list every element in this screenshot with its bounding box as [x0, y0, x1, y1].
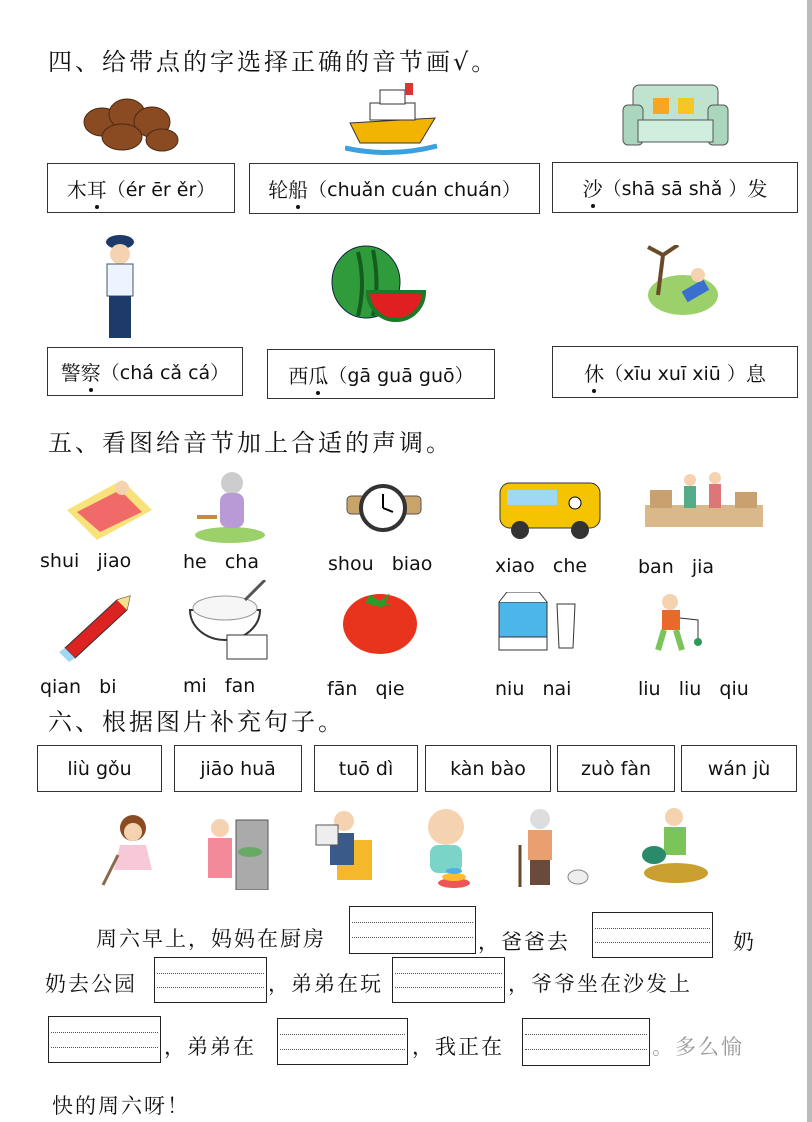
grandma-dog-icon — [512, 805, 592, 890]
pinyin-label: niu nai — [495, 678, 572, 700]
sentence-text: 奶 — [733, 930, 756, 954]
sofa-icon — [618, 80, 733, 155]
pinyin-options[interactable]: （chuǎn cuán chuán） — [308, 179, 521, 201]
pinyin-label: mi fan — [183, 675, 256, 697]
answer-blank-2[interactable] — [592, 912, 713, 958]
wood-ear-mushroom-icon — [82, 92, 187, 154]
dotted-char: 船 — [288, 174, 308, 203]
choice-box-6 — [552, 346, 798, 398]
choice-box-1 — [47, 163, 235, 213]
dotted-char: 休 — [584, 358, 604, 387]
answer-blank-5[interactable] — [48, 1016, 161, 1063]
pinyin-label: shui jiao — [40, 550, 132, 572]
pinyin-label: ban jia — [638, 556, 715, 578]
watermelon-icon — [328, 244, 426, 322]
sentence-text: ，弟弟在玩 — [268, 972, 383, 996]
section6-title: 六、根据图片补充句子。 — [48, 708, 345, 736]
choice-box-5 — [267, 349, 495, 399]
pinyin-label: shou biao — [328, 553, 433, 575]
sentence-text: ，爸爸去 — [478, 930, 570, 954]
answer-blank-1[interactable] — [349, 906, 476, 954]
pinyin-options[interactable]: （shā sā shǎ ） — [602, 178, 748, 200]
dotted-char: 瓜 — [308, 360, 328, 389]
baby-toy-icon — [418, 805, 476, 890]
choice-box-3 — [552, 162, 798, 213]
school-bus-icon — [495, 475, 605, 545]
rice-bowl-icon — [185, 580, 275, 662]
word-box: jiāo huā — [174, 745, 302, 792]
grandpa-newspaper-icon — [312, 805, 374, 890]
boy-watering-flowers-icon — [636, 805, 708, 885]
sentence-text: 快的周六呀！ — [52, 1094, 190, 1118]
milk-icon — [497, 592, 577, 652]
dotted-char: 耳 — [87, 174, 107, 203]
policeman-icon — [100, 232, 140, 340]
dotted-char: 察 — [81, 357, 101, 386]
section5-title: 五、看图给音节加上合适的声调。 — [48, 429, 453, 457]
word-box: liù gǒu — [37, 745, 162, 792]
dotted-char: 沙 — [583, 173, 603, 202]
pencil-icon — [55, 590, 135, 662]
pinyin-options[interactable]: （chá cǎ cá） — [100, 362, 230, 384]
word-box: kàn bào — [425, 745, 551, 792]
moving-house-icon — [640, 470, 768, 532]
answer-blank-7[interactable] — [522, 1018, 650, 1066]
word-box: tuō dì — [314, 745, 418, 792]
grandma-tea-icon — [192, 465, 267, 545]
answer-blank-6[interactable] — [277, 1018, 408, 1065]
tomato-icon — [340, 587, 420, 655]
answer-blank-3[interactable] — [154, 957, 267, 1003]
sentence-text: 。多么愉 — [652, 1035, 744, 1059]
pinyin-label: liu liu qiu — [638, 678, 749, 700]
sentence-text: ，我正在 — [412, 1035, 504, 1059]
sentence-text: 周六早上，妈妈在厨房 — [96, 927, 326, 951]
mom-cooking-icon — [198, 810, 270, 890]
pinyin-options[interactable]: （xīu xuī xiū ） — [604, 362, 746, 385]
choice-box-2 — [249, 163, 540, 214]
answer-blank-4[interactable] — [392, 957, 505, 1003]
sentence-text: ，爷爷坐在沙发上 — [508, 972, 692, 996]
word-char: 警 — [60, 361, 81, 385]
pinyin-options[interactable]: （ér ēr ěr） — [106, 178, 216, 201]
pinyin-label: qian bi — [40, 676, 117, 698]
pinyin-label: xiao che — [495, 555, 588, 577]
choice-box-4 — [47, 347, 243, 396]
sentence-text: ，弟弟在 — [164, 1035, 256, 1059]
girl-mopping-icon — [98, 810, 163, 890]
word-char: 木 — [66, 177, 87, 202]
section4-title: 四、给带点的字选择正确的音节画√。 — [48, 48, 499, 76]
word-char: 轮 — [268, 178, 289, 202]
page-edge — [807, 0, 812, 1122]
word-char: 息 — [745, 361, 766, 386]
word-char: 发 — [747, 177, 768, 201]
word-box: wán jù — [681, 745, 797, 792]
sleeping-child-icon — [62, 470, 154, 542]
pinyin-options[interactable]: （gā guā guō） — [328, 364, 474, 387]
resting-boy-icon — [638, 245, 723, 320]
pinyin-label: fān qie — [327, 678, 405, 700]
ship-icon — [345, 78, 440, 158]
word-char: 西 — [288, 363, 309, 388]
pinyin-label: he cha — [183, 551, 259, 573]
sentence-text: 奶去公园 — [45, 972, 137, 996]
word-box: zuò fàn — [557, 745, 675, 792]
watch-icon — [345, 474, 423, 536]
yoyo-boy-icon — [652, 590, 707, 655]
